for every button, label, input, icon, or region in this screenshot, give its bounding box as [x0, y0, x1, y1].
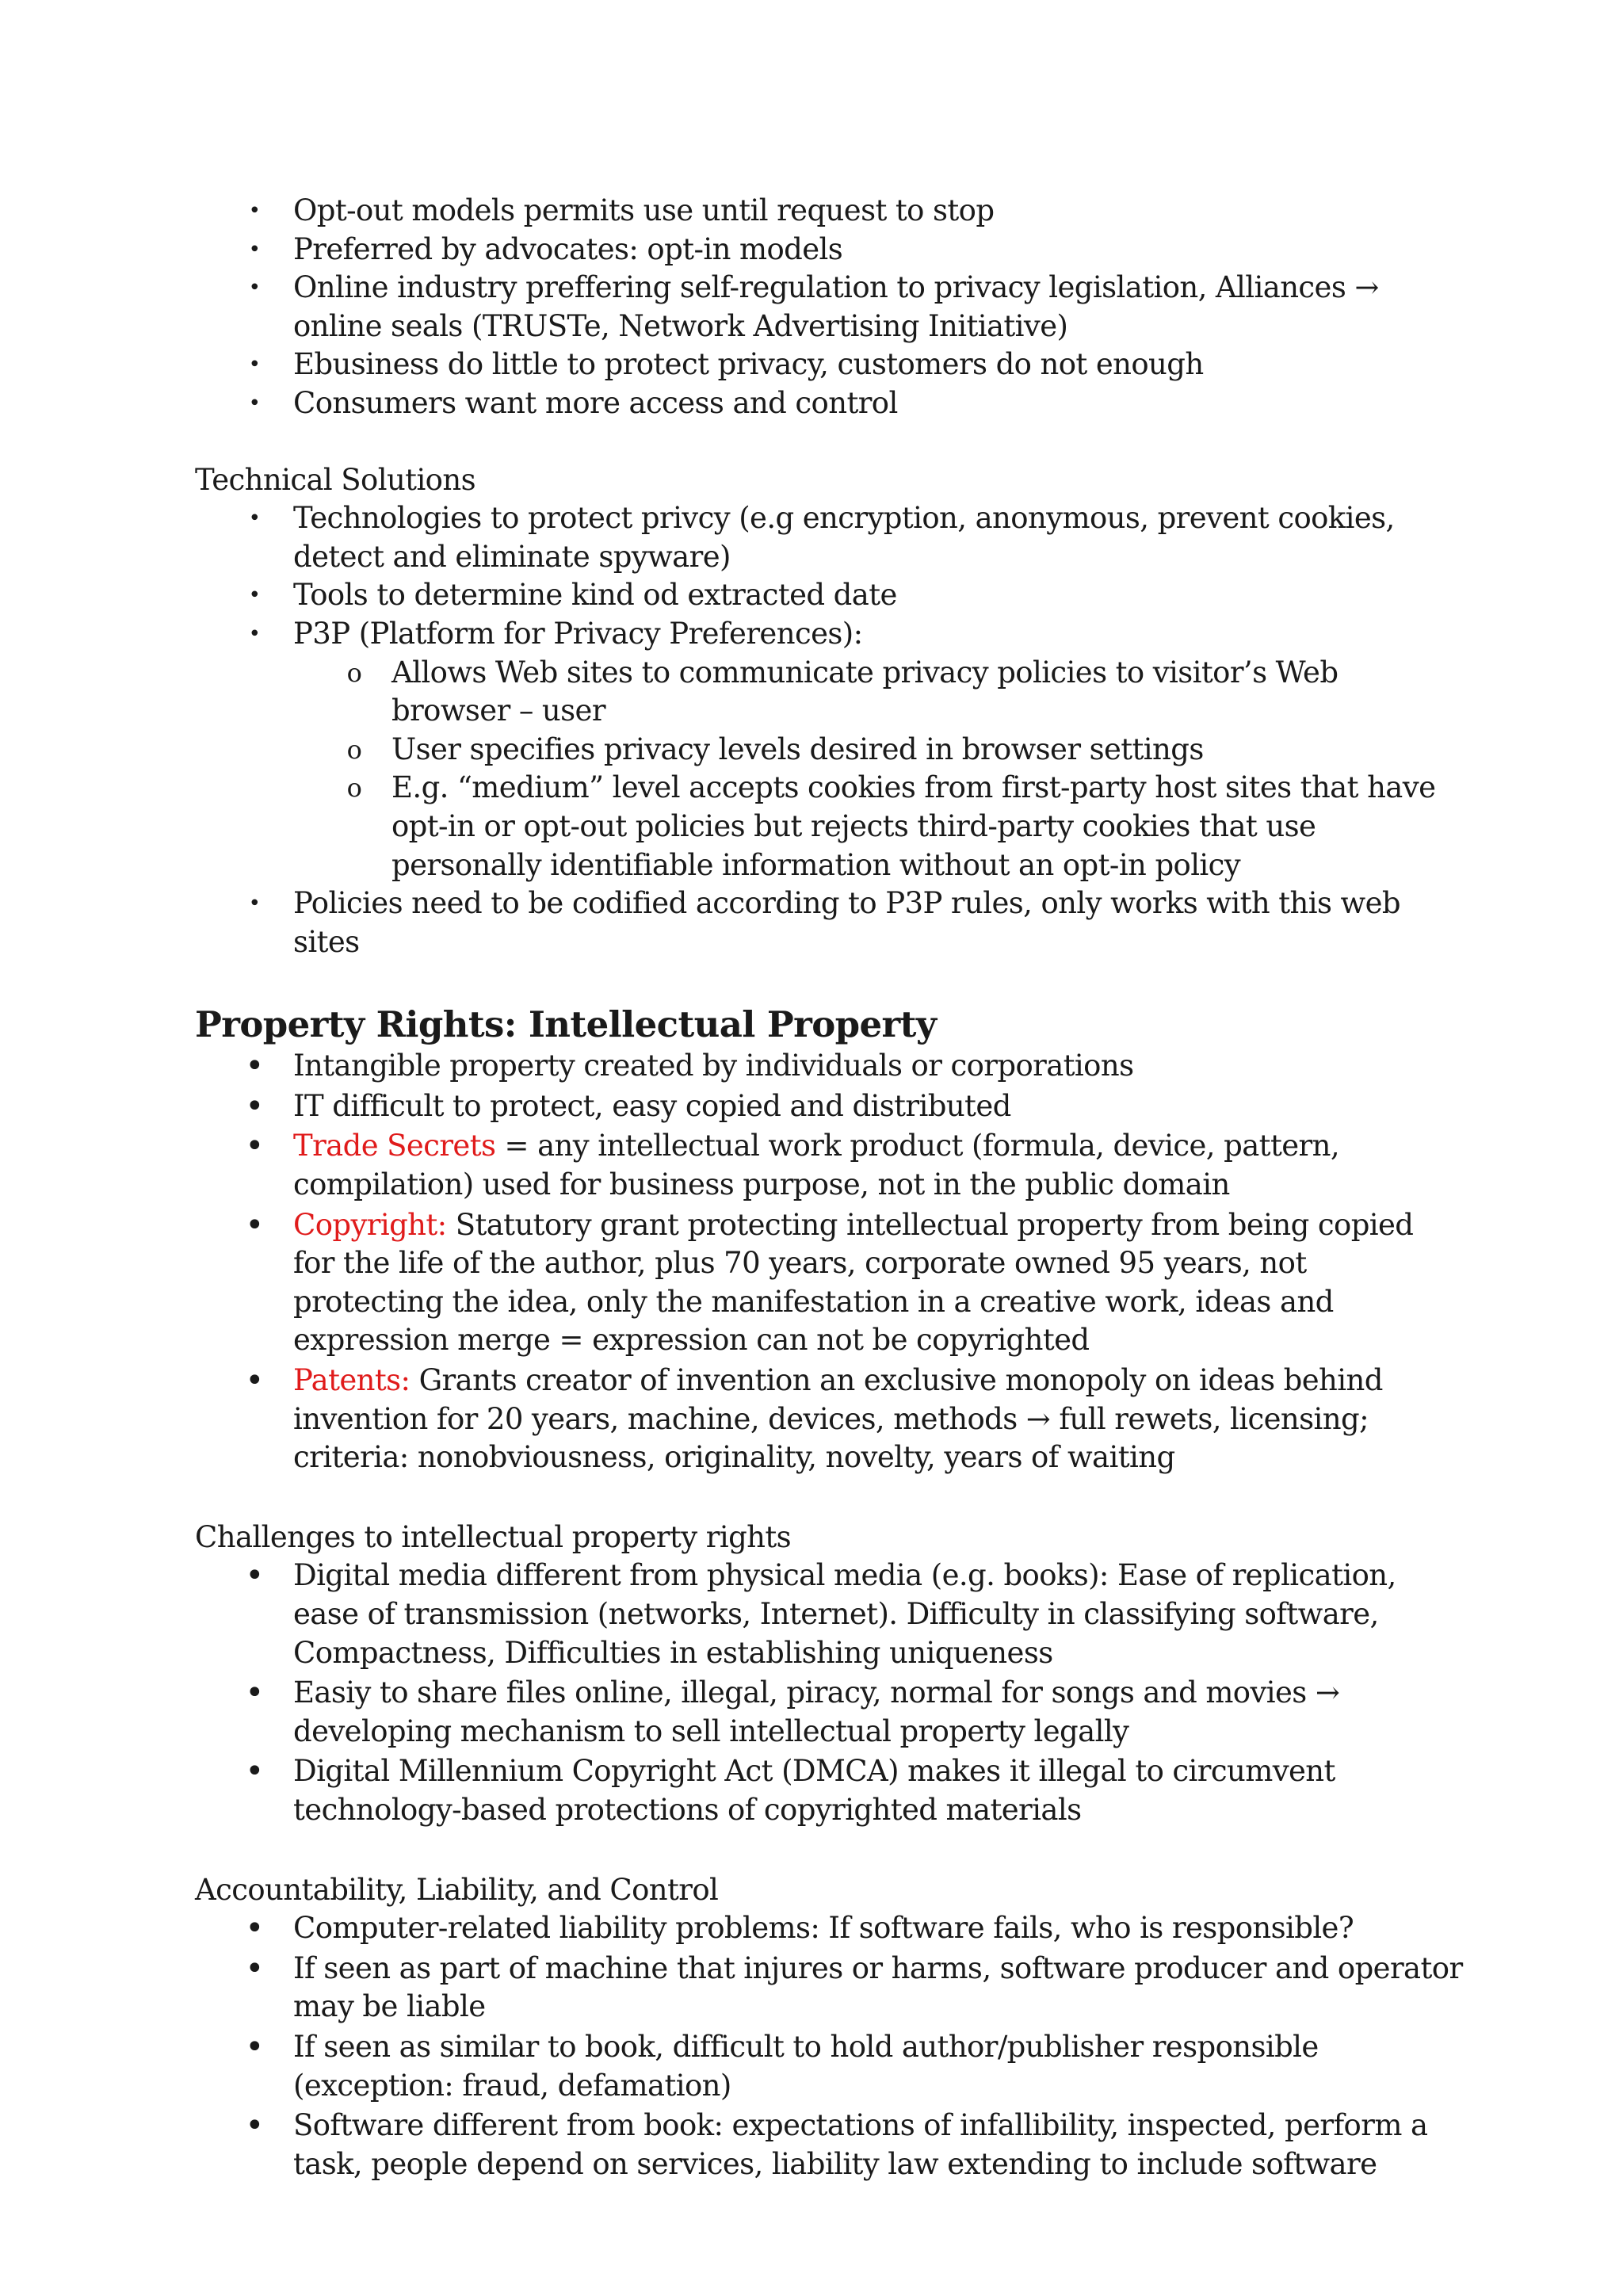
- list-item: • Technologies to protect privcy (e.g encryption, anonymous, prevent cookies, detect and eliminate spyware): [195, 499, 1463, 576]
- bullet-icon: •: [248, 353, 261, 377]
- bullet-icon: •: [245, 1128, 264, 1165]
- sub-list-item: o E.g. “medium” level accepts cookies from first-party host sites that have opt-in or opt-out policies but rejects third-party cookies that use personally identifiable information without an opt-in policy: [195, 769, 1463, 884]
- list-item: • Software different from book: expectations of infallibility, inspected, perform a task, people depend on services, liability law extending to include software: [195, 2107, 1463, 2183]
- accountability-list: [195, 1909, 1463, 2183]
- copyright-term: Copyright:: [293, 1207, 447, 1242]
- privacy-models-list: [195, 192, 1463, 423]
- list-item: • Opt-out models permits use until request to stop: [195, 192, 1463, 231]
- list-item: • Computer-related liability problems: If software fails, who is responsible?: [195, 1909, 1463, 1948]
- bullet-icon: •: [248, 892, 261, 916]
- list-item: • Preferred by advocates: opt-in models: [195, 231, 1463, 269]
- sub-list-item: o Allows Web sites to communicate privacy policies to visitor’s Web browser – user: [195, 654, 1463, 731]
- document-page: [195, 192, 1463, 2183]
- bullet-icon: •: [245, 1048, 264, 1085]
- bullet-icon: •: [245, 1362, 264, 1400]
- intellectual-property-list: [195, 1047, 1463, 1477]
- bullet-icon: •: [245, 1753, 264, 1790]
- bullet-icon: •: [245, 1950, 264, 1987]
- bullet-icon: •: [248, 276, 261, 300]
- bullet-icon: •: [248, 199, 261, 223]
- bullet-icon: •: [248, 237, 261, 262]
- technical-solutions-list: [195, 499, 1463, 653]
- list-item: • Patents: Grants creator of invention an exclusive monopoly on ideas behind invention for 20 years, machine, devices, methods → full rewets, licensing; criteria: nonobviousness, originality, novelty, years of waiting: [195, 1362, 1463, 1477]
- bullet-icon: •: [245, 2028, 264, 2065]
- list-item: • Tools to determine kind od extracted date: [195, 576, 1463, 615]
- list-item: • Digital Millennium Copyright Act (DMCA) makes it illegal to circumvent technology-based protections of copyrighted materials: [195, 1752, 1463, 1829]
- list-item: • If seen as similar to book, difficult to hold author/publisher responsible (exception: fraud, defamation): [195, 2028, 1463, 2105]
- circle-bullet-icon: o: [346, 773, 362, 804]
- accountability-heading: Accountability, Liability, and Control: [195, 1872, 719, 1907]
- list-item: • Digital media different from physical media (e.g. books): Ease of replication, ease of transmission (networks, Internet). Difficulty in classifying software, Compactness, Difficulties in establishing uniqueness: [195, 1557, 1463, 1672]
- challenges-heading: Challenges to intellectual property rights: [195, 1519, 792, 1554]
- list-item: • Easiy to share files online, illegal, piracy, normal for songs and movies → developing mechanism to sell intellectual property legally: [195, 1674, 1463, 1751]
- bullet-icon: •: [248, 583, 261, 608]
- intellectual-property-heading: Property Rights: Intellectual Property: [195, 1003, 937, 1046]
- technical-solutions-heading: Technical Solutions: [195, 462, 475, 497]
- patents-term: Patents:: [293, 1363, 411, 1398]
- bullet-icon: •: [245, 1557, 264, 1595]
- bullet-icon: •: [245, 1910, 264, 1947]
- list-item: • Ebusiness do little to protect privacy, customers do not enough: [195, 346, 1463, 384]
- trade-secrets-term: Trade Secrets: [293, 1129, 496, 1163]
- bullet-icon: •: [245, 1675, 264, 1712]
- list-item: • If seen as part of machine that injures or harms, software producer and operator may be liable: [195, 1950, 1463, 2027]
- list-item: • Policies need to be codified according to P3P rules, only works with this web sites: [195, 884, 1463, 961]
- list-item: • Copyright: Statutory grant protecting intellectual property from being copied for the life of the author, plus 70 years, corporate owned 95 years, not protecting the idea, only the manifestation in a creative work, ideas and expression merge = expression can not be copyrighted: [195, 1206, 1463, 1360]
- bullet-icon: •: [248, 621, 261, 646]
- list-item: • Online industry preffering self-regulation to privacy legislation, Alliances → online seals (TRUSTe, Network Advertising Initiative): [195, 269, 1463, 346]
- circle-bullet-icon: o: [346, 734, 362, 765]
- list-item: • Trade Secrets = any intellectual work product (formula, device, pattern, compilation) used for business purpose, not in the public domain: [195, 1127, 1463, 1204]
- bullet-icon: •: [248, 391, 261, 415]
- circle-bullet-icon: o: [346, 657, 362, 688]
- list-item: • Intangible property created by individuals or corporations: [195, 1047, 1463, 1086]
- technical-solutions-list-end: [195, 884, 1463, 961]
- list-item: • Consumers want more access and control: [195, 384, 1463, 423]
- list-item: • IT difficult to protect, easy copied and distributed: [195, 1087, 1463, 1126]
- bullet-icon: •: [245, 1087, 264, 1125]
- p3p-sub-list: [195, 654, 1463, 885]
- bullet-icon: •: [245, 2107, 264, 2145]
- bullet-icon: •: [245, 1206, 264, 1244]
- sub-list-item: o User specifies privacy levels desired in browser settings: [195, 731, 1463, 770]
- challenges-list: [195, 1557, 1463, 1829]
- list-item: • P3P (Platform for Privacy Preferences):: [195, 615, 1463, 654]
- bullet-icon: •: [248, 506, 261, 531]
